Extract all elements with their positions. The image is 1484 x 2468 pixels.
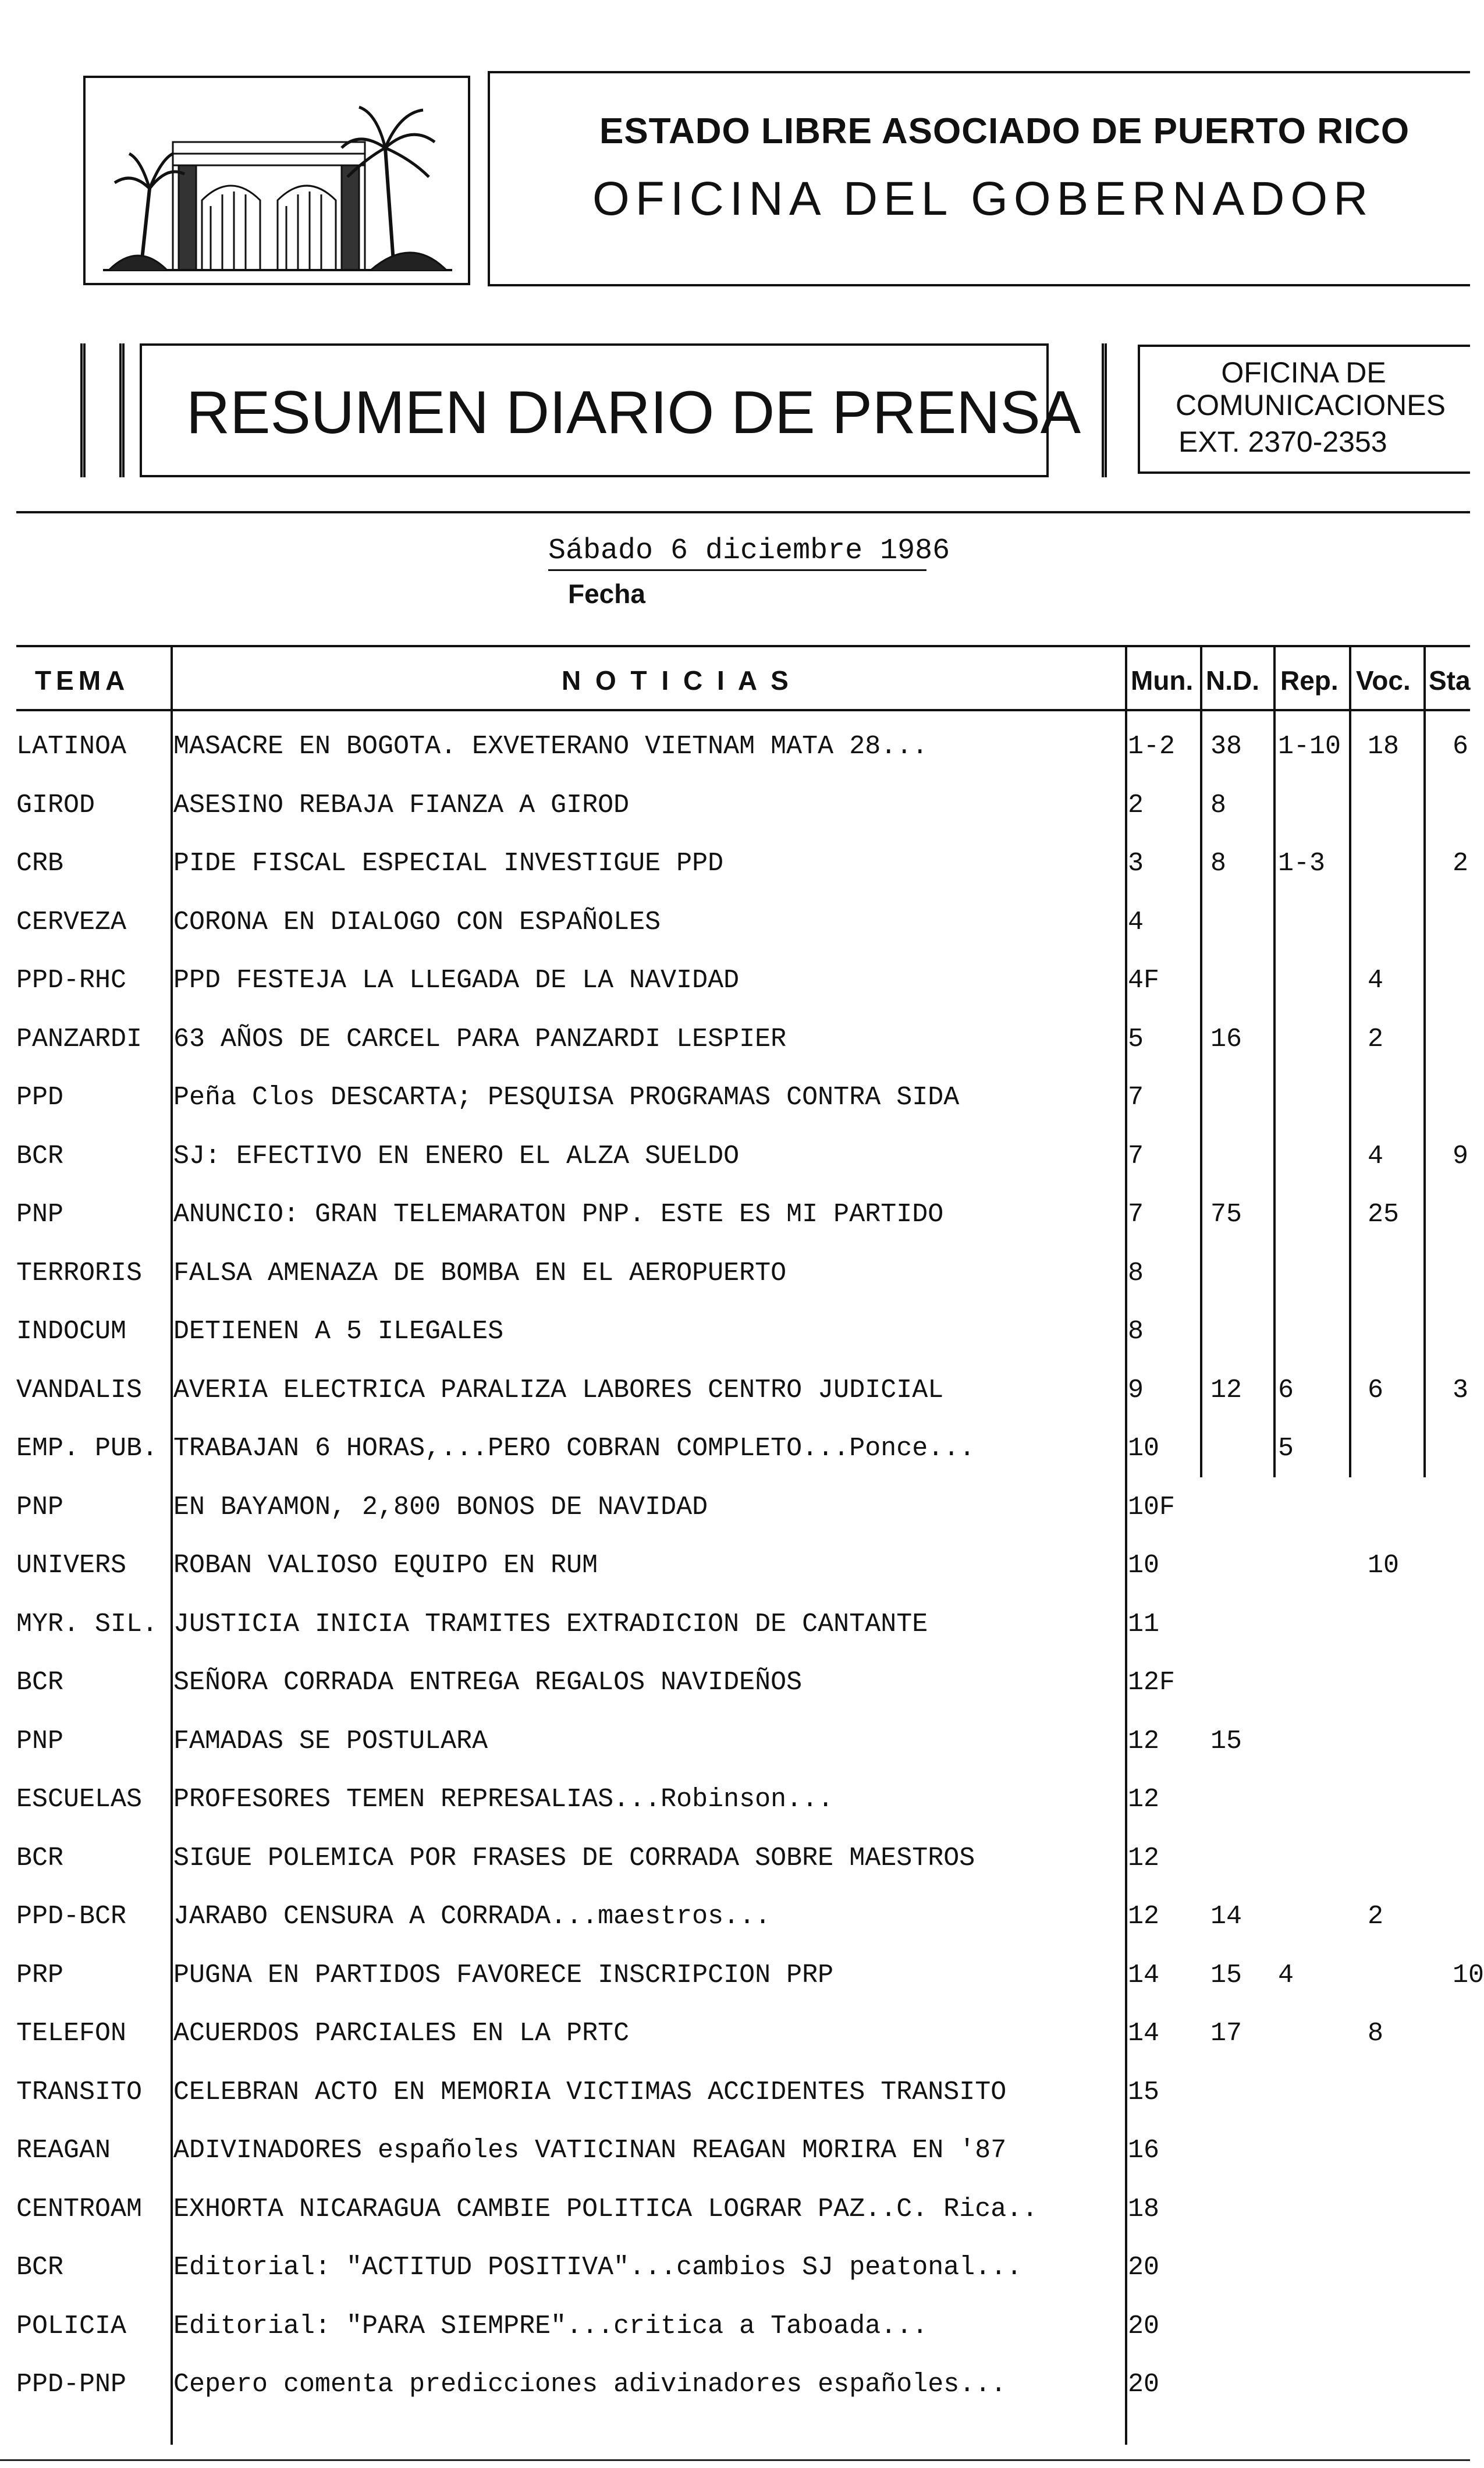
mansion-illustration (86, 78, 468, 283)
row-noticia: SEÑORA CORRADA ENTREGA REGALOS NAVIDEÑOS (173, 1668, 803, 1697)
row-voc: 10 (1368, 1551, 1400, 1580)
row-tema: TERRORIS (16, 1258, 143, 1288)
row-noticia: ACUERDOS PARCIALES EN LA PRTC (173, 2019, 630, 2048)
table-row (0, 1434, 1470, 1492)
row-nd: 38 (1210, 732, 1242, 761)
row-noticia: 63 AÑOS DE CARCEL PARA PANZARDI LESPIER (173, 1024, 787, 1054)
page-bottom-line (0, 2459, 1470, 2461)
row-mun: 12 (1128, 1785, 1160, 1814)
column-header-tema: TEMA (35, 665, 130, 696)
row-tema: REAGAN (16, 2136, 111, 2165)
row-noticia: ADIVINADORES españoles VATICINAN REAGAN MORIRA EN '87 (173, 2136, 1007, 2165)
row-noticia: PPD FESTEJA LA LLEGADA DE LA NAVIDAD (173, 966, 740, 995)
row-sta: 6 (1453, 732, 1469, 761)
row-mun: 14 (1128, 1960, 1160, 1990)
row-tema: UNIVERS (16, 1551, 127, 1580)
date-label: Fecha (568, 579, 645, 609)
row-noticia: PROFESORES TEMEN REPRESALIAS...Robinson... (173, 1785, 834, 1814)
row-noticia: FAMADAS SE POSTULARA (173, 1726, 488, 1756)
row-noticia: EXHORTA NICARAGUA CAMBIE POLITICA LOGRAR PAZ..C. Rica.. (173, 2194, 1038, 2224)
row-nd: 75 (1210, 1200, 1242, 1229)
table-row (0, 966, 1470, 1024)
table-row (0, 2253, 1470, 2311)
row-tema: PANZARDI (16, 1024, 143, 1054)
row-mun: 20 (1128, 2311, 1160, 2341)
row-mun: 7 (1128, 1200, 1144, 1229)
table-row (0, 1727, 1470, 1785)
row-noticia: Editorial: "ACTITUD POSITIVA"...cambios SJ peatonal... (173, 2253, 1023, 2282)
row-nd: 14 (1210, 1902, 1242, 1931)
row-sta: 9 (1453, 1141, 1469, 1171)
row-tema: EMP. PUB. (16, 1434, 158, 1463)
header-divider (16, 511, 1470, 513)
row-nd: 15 (1210, 1726, 1242, 1756)
row-noticia: JUSTICIA INICIA TRAMITES EXTRADICION DE CANTANTE (173, 1609, 928, 1639)
row-noticia: TRABAJAN 6 HORAS,...PERO COBRAN COMPLETO...Ponce... (173, 1434, 975, 1463)
column-header-noticias: N O T I C I A S (562, 665, 792, 696)
table-row (0, 1902, 1470, 1960)
row-tema: BCR (16, 1141, 64, 1171)
row-tema: MYR. SIL. (16, 1609, 158, 1639)
row-tema: PPD-RHC (16, 966, 127, 995)
table-row (0, 1200, 1470, 1258)
row-tema: BCR (16, 1668, 64, 1697)
report-date: Sábado 6 diciembre 1986 (548, 534, 950, 568)
comms-extension: EXT. 2370-2353 (1178, 425, 1387, 458)
table-row (0, 2370, 1470, 2428)
row-tema: PPD (16, 1083, 64, 1112)
row-noticia: PUGNA EN PARTIDOS FAVORECE INSCRIPCION PRP (173, 1960, 834, 1990)
row-tema: TRANSITO (16, 2077, 143, 2107)
row-mun: 12F (1128, 1668, 1176, 1697)
column-header-nd: N.D. (1206, 665, 1259, 696)
row-mun: 7 (1128, 1141, 1144, 1171)
row-mun: 8 (1128, 1317, 1144, 1346)
governor-mansion-logo (83, 76, 470, 285)
table-row (0, 791, 1470, 849)
row-voc: 8 (1368, 2019, 1384, 2048)
row-nd: 17 (1210, 2019, 1242, 2048)
row-tema: GIROD (16, 790, 95, 820)
row-noticia: DETIENEN A 5 ILEGALES (173, 1317, 504, 1346)
row-mun: 15 (1128, 2077, 1160, 2107)
row-noticia: ROBAN VALIOSO EQUIPO EN RUM (173, 1551, 598, 1580)
row-rep: 1-3 (1278, 849, 1326, 878)
row-mun: 12 (1128, 1726, 1160, 1756)
table-row (0, 1142, 1470, 1200)
row-tema: CRB (16, 849, 64, 878)
row-noticia: EN BAYAMON, 2,800 BONOS DE NAVIDAD (173, 1492, 708, 1522)
row-noticia: Cepero comenta predicciones adivinadores españoles... (173, 2370, 1007, 2399)
row-noticia: JARABO CENSURA A CORRADA...maestros... (173, 1902, 771, 1931)
row-tema: VANDALIS (16, 1375, 143, 1405)
row-noticia: ANUNCIO: GRAN TELEMARATON PNP. ESTE ES MI PARTIDO (173, 1200, 944, 1229)
row-tema: TELEFON (16, 2019, 127, 2048)
row-tema: BCR (16, 1843, 64, 1873)
row-noticia: ASESINO REBAJA FIANZA A GIROD (173, 790, 630, 820)
row-voc: 6 (1368, 1375, 1384, 1405)
row-tema: PPD-BCR (16, 1902, 127, 1931)
row-nd: 15 (1210, 1960, 1242, 1990)
row-mun: 16 (1128, 2136, 1160, 2165)
row-tema: CERVEZA (16, 907, 127, 937)
table-row (0, 908, 1470, 966)
row-mun: 12 (1128, 1843, 1160, 1873)
row-mun: 12 (1128, 1902, 1160, 1931)
row-tema: PNP (16, 1492, 64, 1522)
date-underline (548, 569, 926, 571)
row-mun: 8 (1128, 1258, 1144, 1288)
row-mun: 7 (1128, 1083, 1144, 1112)
title-bar-ornament-right (1102, 343, 1107, 477)
office-name: OFICINA DEL GOBERNADOR (592, 172, 1374, 225)
table-row (0, 1668, 1470, 1726)
table-row (0, 2312, 1470, 2370)
title-bar-ornament-left-1 (80, 343, 86, 477)
row-tema: LATINOA (16, 732, 127, 761)
row-mun: 9 (1128, 1375, 1144, 1405)
row-noticia: AVERIA ELECTRICA PARALIZA LABORES CENTRO JUDICIAL (173, 1375, 944, 1405)
row-tema: PNP (16, 1726, 64, 1756)
row-noticia: SJ: EFECTIVO EN ENERO EL ALZA SUELDO (173, 1141, 740, 1171)
row-mun: 11 (1128, 1609, 1160, 1639)
row-mun: 4 (1128, 907, 1144, 937)
row-mun: 10F (1128, 1492, 1176, 1522)
row-noticia: Peña Clos DESCARTA; PESQUISA PROGRAMAS CONTRA SIDA (173, 1083, 960, 1112)
row-rep: 4 (1278, 1960, 1294, 1990)
column-header-rep: Rep. (1280, 665, 1339, 696)
row-noticia: MASACRE EN BOGOTA. EXVETERANO VIETNAM MATA 28... (173, 732, 928, 761)
row-noticia: Editorial: "PARA SIEMPRE"...critica a Taboada... (173, 2311, 928, 2341)
row-mun: 1-2 (1128, 732, 1176, 761)
row-tema: CENTROAM (16, 2194, 143, 2224)
row-mun: 20 (1128, 2370, 1160, 2399)
row-nd: 16 (1210, 1024, 1242, 1054)
row-rep: 1-10 (1278, 732, 1341, 761)
column-header-sta: Sta (1429, 665, 1471, 696)
row-sta: 10 (1453, 1960, 1484, 1990)
row-tema: BCR (16, 2253, 64, 2282)
state-name: ESTADO LIBRE ASOCIADO DE PUERTO RICO (599, 111, 1410, 151)
row-voc: 25 (1368, 1200, 1400, 1229)
row-voc: 18 (1368, 732, 1400, 761)
row-mun: 3 (1128, 849, 1144, 878)
table-top-border (16, 645, 1470, 647)
table-row (0, 1376, 1470, 1434)
table-row (0, 2019, 1470, 2077)
title-bar-ornament-left-2 (119, 343, 125, 477)
row-noticia: CELEBRAN ACTO EN MEMORIA VICTIMAS ACCIDENTES TRANSITO (173, 2077, 1007, 2107)
row-mun: 14 (1128, 2019, 1160, 2048)
row-noticia: FALSA AMENAZA DE BOMBA EN EL AEROPUERTO (173, 1258, 787, 1288)
row-mun: 2 (1128, 790, 1144, 820)
row-tema: PNP (16, 1200, 64, 1229)
column-header-mun: Mun. (1131, 665, 1194, 696)
table-row (0, 1025, 1470, 1083)
row-voc: 4 (1368, 1141, 1384, 1171)
row-nd: 12 (1210, 1375, 1242, 1405)
table-row (0, 1259, 1470, 1317)
table-row (0, 2136, 1470, 2194)
table-row (0, 2195, 1470, 2253)
row-voc: 2 (1368, 1024, 1384, 1054)
row-rep: 5 (1278, 1434, 1294, 1463)
table-row (0, 1493, 1470, 1551)
row-noticia: SIGUE POLEMICA POR FRASES DE CORRADA SOBRE MAESTROS (173, 1843, 975, 1873)
table-row (0, 1844, 1470, 1902)
row-sta: 2 (1453, 849, 1469, 878)
table-row (0, 1785, 1470, 1843)
row-rep: 6 (1278, 1375, 1294, 1405)
table-row (0, 732, 1470, 790)
report-title: RESUMEN DIARIO DE PRENSA (186, 379, 1081, 446)
row-mun: 5 (1128, 1024, 1144, 1054)
row-mun: 10 (1128, 1434, 1160, 1463)
table-row (0, 1610, 1470, 1668)
row-mun: 4F (1128, 966, 1160, 995)
row-voc: 4 (1368, 966, 1384, 995)
row-tema: ESCUELAS (16, 1785, 143, 1814)
table-row (0, 1960, 1484, 2019)
row-sta: 3 (1453, 1375, 1469, 1405)
row-mun: 18 (1128, 2194, 1160, 2224)
table-header-divider (16, 709, 1470, 711)
table-row (0, 1317, 1470, 1375)
table-row (0, 849, 1470, 907)
row-tema: PPD-PNP (16, 2370, 127, 2399)
table-row (0, 1083, 1470, 1141)
row-tema: POLICIA (16, 2311, 127, 2341)
row-noticia: CORONA EN DIALOGO CON ESPAÑOLES (173, 907, 661, 937)
row-mun: 10 (1128, 1551, 1160, 1580)
row-tema: PRP (16, 1960, 64, 1990)
column-header-voc: Voc. (1356, 665, 1411, 696)
row-tema: INDOCUM (16, 1317, 127, 1346)
row-noticia: PIDE FISCAL ESPECIAL INVESTIGUE PPD (173, 849, 724, 878)
row-nd: 8 (1210, 849, 1227, 878)
row-voc: 2 (1368, 1902, 1384, 1931)
row-nd: 8 (1210, 790, 1227, 820)
table-row (0, 2078, 1470, 2136)
comms-office: OFICINA DE COMUNICACIONES (1176, 356, 1446, 421)
table-row (0, 1551, 1470, 1609)
row-mun: 20 (1128, 2253, 1160, 2282)
